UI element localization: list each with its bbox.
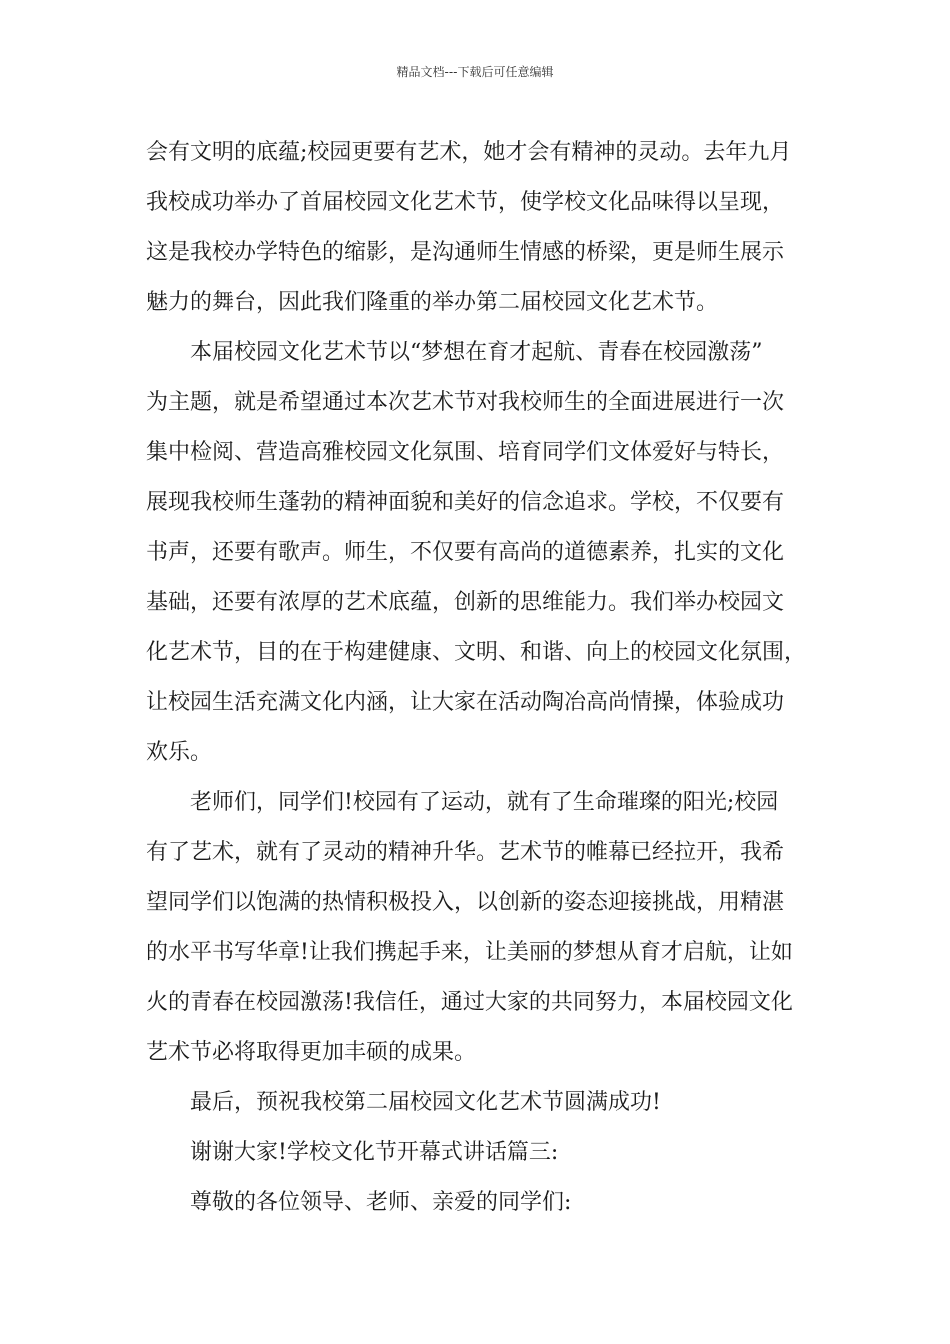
text-line: 会有文明的底蕴;校园更要有艺术，她才会有精神的灵动。去年九月: [146, 140, 792, 165]
text-line: 展现我校师生蓬勃的精神面貌和美好的信念追求。学校，不仅要有: [146, 490, 785, 515]
text-line: 集中检阅、营造高雅校园文化氛围、培育同学们文体爱好与特长，: [146, 440, 785, 465]
text-line: 火的青春在校园激荡!我信任，通过大家的共同努力，本届校园文化: [146, 990, 793, 1015]
text-line: 有了艺术，就有了灵动的精神升华。艺术节的帷幕已经拉开，我希: [146, 840, 785, 865]
text-line: 魅力的舞台，因此我们隆重的举办第二届校园文化艺术节。: [146, 290, 719, 315]
text-line: 尊敬的各位领导、老师、亲爱的同学们:: [190, 1190, 572, 1215]
text-line: 本届校园文化艺术节以“梦想在育才起航、青春在校园激荡”: [190, 340, 763, 365]
paragraph: [146, 1178, 818, 1228]
page-header: 精品文档---下载后可任意编辑: [396, 65, 554, 79]
text-line: 欢乐。: [146, 740, 213, 765]
paragraph: [146, 778, 818, 1078]
text-line: 为主题，就是希望通过本次艺术节对我校师生的全面进展进行一次: [146, 390, 785, 415]
paragraph: [146, 328, 818, 778]
text-line: 让校园生活充满文化内涵，让大家在活动陶冶高尚情操，体验成功: [146, 690, 785, 715]
paragraph: [146, 1128, 818, 1178]
text-line: 我校成功举办了首届校园文化艺术节，使学校文化品味得以呈现，: [146, 190, 785, 215]
text-line: 基础，还要有浓厚的艺术底蕴，创新的思维能力。我们举办校园文: [146, 590, 785, 615]
text-line: 这是我校办学特色的缩影，是沟通师生情感的桥梁，更是师生展示: [146, 240, 785, 265]
text-line: 谢谢大家!学校文化节开幕式讲话篇三:: [190, 1140, 559, 1165]
paragraph: [146, 128, 818, 328]
text-line: 望同学们以饱满的热情积极投入，以创新的姿态迎接挑战，用精湛: [146, 890, 785, 915]
text-line: 最后，预祝我校第二届校园文化艺术节圆满成功!: [190, 1090, 661, 1115]
paragraph: [146, 1078, 818, 1128]
text-line: 艺术节必将取得更加丰硕的成果。: [146, 1040, 477, 1065]
document-body: [146, 128, 818, 1228]
text-line: 化艺术节，目的在于构建健康、文明、和谐、向上的校园文化氛围，: [146, 640, 807, 665]
text-line: 书声，还要有歌声。师生，不仅要有高尚的道德素养，扎实的文化: [146, 540, 785, 565]
text-line: 老师们，同学们!校园有了运动，就有了生命璀璨的阳光;校园: [190, 790, 779, 815]
text-line: 的水平书写华章!让我们携起手来，让美丽的梦想从育才启航，让如: [146, 940, 793, 965]
